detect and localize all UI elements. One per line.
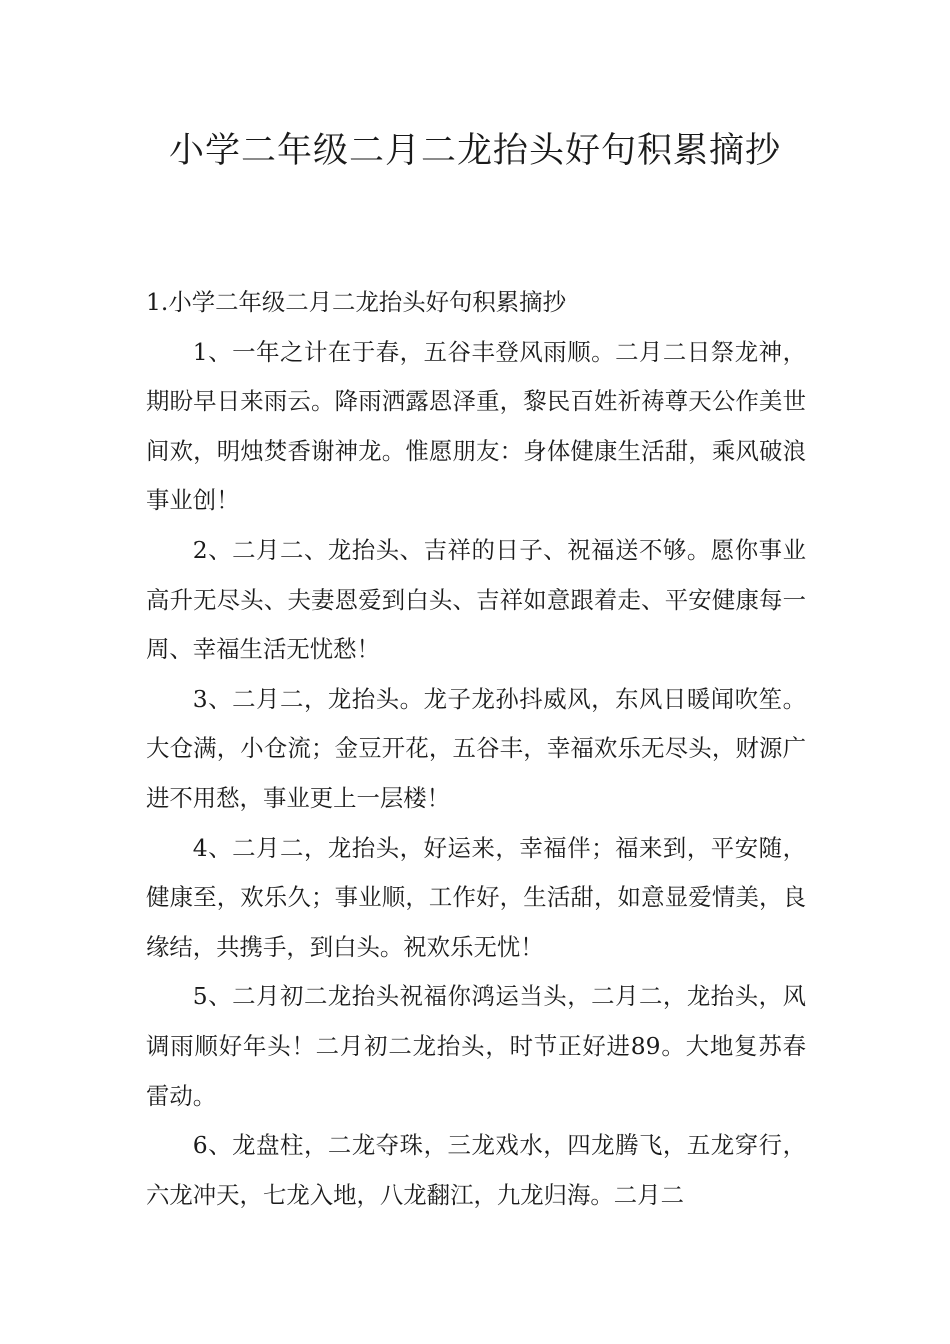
section-heading: 1.小学二年级二月二龙抬头好句积累摘抄 [146,288,566,316]
paragraph-6: 6、龙盘柱，二龙夺珠，三龙戏水，四龙腾飞，五龙穿行，六龙冲天，七龙入地，八龙翻江，九龙归海。二月二 [146,1131,806,1209]
paragraph-1: 1、一年之计在于春，五谷丰登风雨顺。二月二日祭龙神，期盼早日来雨云。降雨洒露恩泽重，黎民百姓祈祷尊天公作美世间欢，明烛焚香谢神龙。惟愿朋友：身体健康生活甜，乘风破浪事业创！ [146,337,806,515]
paragraph-2: 2、二月二、龙抬头、吉祥的日子、祝福送不够。愿你事业高升无尽头、夫妻恩爱到白头、吉祥如意跟着走、平安健康每一周、幸福生活无忧愁！ [146,535,806,664]
paragraph-3: 3、二月二，龙抬头。龙子龙孙抖威风，东风日暖闻吹笙。大仓满，小仓流；金豆开花，五谷丰，幸福欢乐无尽头，财源广进不用愁，事业更上一层楼！ [146,684,806,812]
paragraph-4: 4、二月二，龙抬头，好运来，幸福伴；福来到，平安随，健康至，欢乐久；事业顺，工作好，生活甜，如意显爱情美，良缘结，共携手，到白头。祝欢乐无忧！ [146,833,806,961]
paragraph-5: 5、二月初二龙抬头祝福你鸿运当头，二月二，龙抬头，风调雨顺好年头！二月初二龙抬头，时节正好进89。大地复苏春雷动。 [146,982,806,1110]
document-title: 小学二年级二月二龙抬头好句积累摘抄 [168,131,781,171]
document-body [146,278,806,1220]
